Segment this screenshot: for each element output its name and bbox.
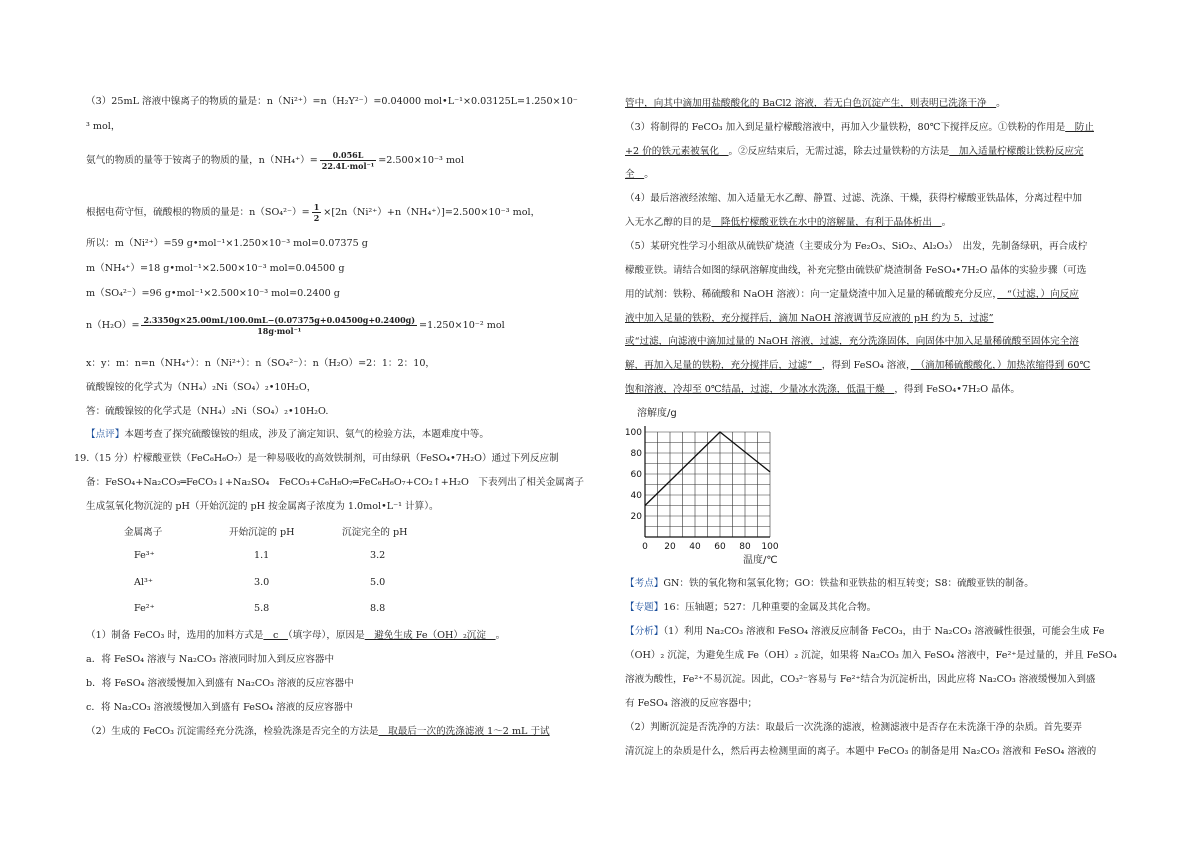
q1-answer: c — [263, 630, 288, 641]
q3-line1: （3）将制得的 FeCO₃ 加入到足量柠檬酸溶液中，再加入少量铁粉，80℃下搅拌反应。①铁粉的作用是 防止 — [625, 122, 1094, 133]
x-tick-label: 80 — [739, 542, 751, 552]
zhuanti-tag: 【专题】 — [625, 602, 664, 613]
nh4-fraction: $\frac{0.056L}{\text{22.4L·mol⁻¹}}$ — [321, 150, 375, 171]
fenxi-line6: 清沉淀上的杂质是什么，然后再去检测里面的离子。本题中 FeCO₃ 的制备是用 Na₂CO₃ 溶液和 FeSO₄ 溶液的 — [625, 746, 1097, 757]
table-cell: 1.1 — [254, 550, 270, 561]
x-tick-label: 40 — [689, 542, 701, 552]
fenxi-tag: 【分析】 — [625, 626, 664, 637]
q4-line2: 入无水乙醇的目的是 降低柠檬酸亚铁在水中的溶解量，有利于晶体析出 。 — [625, 217, 952, 228]
q5-line3: 用的试剂：铁粉、稀硫酸和 NaOH 溶液）：向一定量烧渣中加入足量的稀硫酸充分反应， “（过滤，）向反应 — [625, 289, 1079, 300]
chart-xlabel: 温度/℃ — [743, 555, 778, 566]
h2o-equation: n（H₂O）= $\frac{2.3350g\times 25.00mL/100.0mL-(0.07375g+0.04500g+0.2400g)}{\text{18g·mol⁻¹}}$ =1.250×10⁻² mol — [86, 315, 505, 336]
q4-line1: （4）最后溶液经浓缩、加入适量无水乙醇、静置、过滤、洗涤、干燥，获得柠檬酸亚铁晶体，分离过程中加 — [625, 193, 1083, 204]
q1-line: （1）制备 FeCO₃ 时，选用的加料方式是 c （填字母），原因是 避免生成 Fe（OH）₂沉淀 。 — [86, 630, 506, 641]
chart-ticks — [625, 428, 779, 552]
q2-line: （2）生成的 FeCO₃ 沉淀需经充分洗涤，检验洗涤是否完全的方法是 取最后一次的洗涤滤液 1～2 mL 于试 — [86, 726, 550, 737]
table-cell: 5.0 — [370, 577, 386, 588]
table-cell: 5.8 — [254, 603, 270, 614]
fenxi-line2: （OH）₂ 沉淀，为避免生成 Fe（OH）₂ 沉淀，如果将 Na₂CO₃ 加入 FeSO₄ 溶液中，Fe²⁺是过量的，并且 FeSO₄ — [625, 650, 1117, 661]
q5-line5: 或“过滤，向滤液中滴加过量的 NaOH 溶液，过滤，充分洗涤固体，向固体中加入足量稀硫酸至固体完全溶 — [625, 336, 1079, 347]
q3-line2: +2 价的铁元素被氧化 。②反应结束后，无需过滤，除去过量铁粉的方法是 加入适量柠檬酸让铁粉反应完 — [625, 146, 1084, 157]
fenxi-line3: 溶液为酸性，Fe²⁺不易沉淀。因此，CO₃²⁻容易与 Fe²⁺结合为沉淀析出，因此应将 Na₂CO₃ 溶液缓慢加入到盛 — [625, 674, 1096, 685]
table-header: 沉淀完全的 pH — [342, 527, 408, 538]
table-header: 金属离子 — [124, 527, 163, 538]
answer-line: 答：硫酸镍铵的化学式是（NH₄）₂Ni（SO₄）₂•10H₂O. — [86, 406, 329, 417]
fenxi-line1: 【分析】（1）利用 Na₂CO₃ 溶液和 FeSO₄ 溶液反应制备 FeCO₃，由于 Na₂CO₃ 溶液碱性很强，可能会生成 Fe — [625, 626, 1105, 637]
nh4-equation: 氨气的物质的量等于铵离子的物质的量，n（NH₄⁺）= $\frac{0.056L}{\text{22.4L·mol⁻¹}}$ =2.500×10⁻³ mol — [86, 150, 464, 171]
mass-so4: m（SO₄²⁻）=96 g•mol⁻¹×2.500×10⁻³ mol=0.2400 g — [86, 288, 340, 299]
y-tick-label: 60 — [630, 470, 642, 480]
fenxi-line5: （2）判断沉淀是否洗净的方法：取最后一次洗涤的滤液，检测滤液中是否存在未洗涤干净的杂质。首先要弄 — [625, 722, 1083, 733]
fenxi-line4: 有 FeSO₄ 溶液的反应容器中； — [625, 698, 758, 709]
table-cell: 3.2 — [370, 550, 386, 561]
p3-line1: （3）25mL 溶液中镍离子的物质的量是：n（Ni²⁺）=n（H₂Y²⁻）=0.04000 mol•L⁻¹×0.03125L=1.250×10⁻ — [86, 96, 578, 107]
x-tick-label: 100 — [761, 542, 779, 552]
y-tick-label: 100 — [625, 428, 642, 438]
table-cell: Fe³⁺ — [134, 550, 155, 561]
q2-answer: 取最后一次的洗涤滤液 1～2 mL 于试 — [378, 726, 550, 737]
q5-line2: 檬酸亚铁。请结合如图的绿矾溶解度曲线，补充完整由硫铁矿烧渣制备 FeSO₄•7H₂O 晶体的实验步骤（可选 — [625, 265, 1087, 276]
q5-line4: 液中加入足量的铁粉，充分搅拌后，滴加 NaOH 溶液调节反应液的 pH 约为 5，过滤” — [625, 313, 994, 324]
q1-reason: 避免生成 Fe（OH）₂沉淀 — [364, 630, 496, 641]
kaodian-tag: 【考点】 — [625, 578, 664, 589]
q5-line6: 解，再加入足量的铁粉，充分搅拌后，过滤” ，得到 FeSO₄ 溶液， （滴加稀硫酸酸化，）加热浓缩得到 60℃ — [625, 360, 1091, 371]
table-cell: Fe²⁺ — [134, 603, 155, 614]
table-cell: Al³⁺ — [134, 577, 153, 588]
half-fraction: $\frac{1}{2}$ — [313, 202, 320, 223]
q3-line3: 全 。 — [625, 169, 654, 180]
comment-tag: 【点评】 — [86, 429, 125, 440]
q2-continuation: 管中，向其中滴加用盐酸酸化的 BaCl2 溶液，若无白色沉淀产生，则表明已洗涤干净 。 — [625, 98, 1006, 109]
table-cell: 8.8 — [370, 603, 386, 614]
x-tick-label: 20 — [664, 542, 676, 552]
p3-line2: ³ mol， — [86, 121, 121, 132]
y-tick-label: 80 — [630, 449, 642, 459]
q19-line3: 生成氢氧化物沉淀的 pH（开始沉淀的 pH 按金属离子浓度为 1.0mol•L⁻¹ 计算）。 — [86, 501, 439, 512]
q19-line2: 备：FeSO₄+Na₂CO₃═FeCO₃↓+Na₂SO₄ FeCO₃+C₆H₈O₇═FeC₆H₆O₇+CO₂↑+H₂O 下表列出了相关金属离子 — [86, 477, 584, 488]
table-header: 开始沉淀的 pH — [229, 527, 295, 538]
x-tick-label: 0 — [642, 542, 648, 552]
option-a: a．将 FeSO₄ 溶液与 Na₂CO₃ 溶液同时加入到反应容器中 — [86, 654, 335, 665]
precipitation-table — [86, 524, 486, 624]
option-c: c．将 Na₂CO₃ 溶液缓慢加入到盛有 FeSO₄ 溶液的反应容器中 — [86, 702, 353, 713]
formula-line: 硫酸镍铵的化学式为（NH₄）₂Ni（SO₄）₂•10H₂O， — [86, 382, 317, 393]
q19-line1: 19.（15 分）柠檬酸亚铁（FeC₆H₆O₇）是一种易吸收的高效铁制剂，可由绿矾（FeSO₄•7H₂O）通过下列反应制 — [74, 453, 559, 464]
option-b: b．将 FeSO₄ 溶液缓慢加入到盛有 Na₂CO₃ 溶液的反应容器中 — [86, 678, 354, 689]
so4-equation: 根据电荷守恒，硫酸根的物质的量是：n（SO₄²⁻）= $\frac{1}{2}$ ×[2n（Ni²⁺）+n（NH₄⁺）]=2.500×10⁻³ mol， — [86, 202, 541, 223]
h2o-fraction: $\frac{2.3350g\times 25.00mL/100.0mL-(0.07375g+0.04500g+0.2400g)}{\text{18g·mol⁻¹}}$ — [143, 315, 416, 336]
mass-nh4: m（NH₄⁺）=18 g•mol⁻¹×2.500×10⁻³ mol=0.04500 g — [86, 263, 345, 274]
zhuanti-line: 【专题】16：压轴题；527：几种重要的金属及其化合物。 — [625, 602, 877, 613]
y-tick-label: 40 — [630, 491, 642, 501]
chart-ylabel: 溶解度/g — [637, 408, 677, 419]
y-tick-label: 20 — [630, 512, 642, 522]
q5-line7: 饱和溶液，冷却至 0℃结晶，过滤，少量冰水洗涤，低温干燥 ，得到 FeSO₄•7H₂O 晶体。 — [625, 384, 1020, 395]
comment-line: 【点评】本题考查了探究硫酸镍铵的组成，涉及了滴定知识、氨气的检验方法，本题难度中等。 — [86, 429, 489, 440]
mass-ni: 所以：m（Ni²⁺）=59 g•mol⁻¹×1.250×10⁻³ mol=0.07375 g — [86, 238, 368, 249]
chart-grid — [645, 426, 770, 537]
ratio-line: x：y：m：n=n（NH₄⁺）：n（Ni²⁺）：n（SO₄²⁻）：n（H₂O）=2：1：2：10， — [86, 358, 436, 369]
q5-line1: （5）某研究性学习小组欲从硫铁矿烧渣（主要成分为 Fe₂O₃、SiO₂、Al₂O₃） 出发，先制备绿矾，再合成柠 — [625, 241, 1088, 252]
solubility-chart — [625, 402, 795, 572]
kaodian-line: 【考点】GN：铁的氧化物和氢氧化物；GO：铁盐和亚铁盐的相互转变；S8：硫酸亚铁的制备。 — [625, 578, 1034, 589]
x-tick-label: 60 — [714, 542, 726, 552]
table-cell: 3.0 — [254, 577, 270, 588]
